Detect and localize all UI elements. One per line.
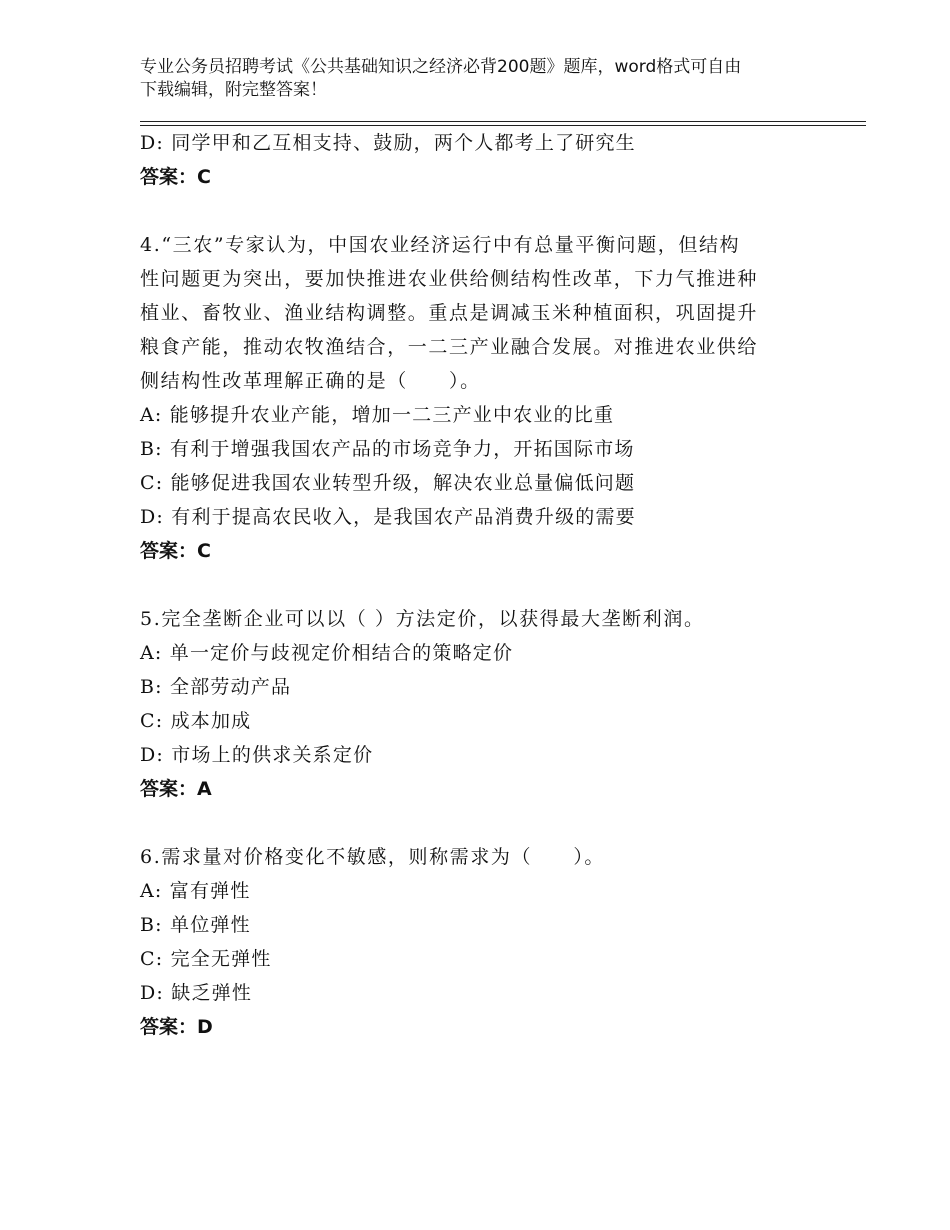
header-divider-thin	[140, 121, 866, 122]
question-5	[140, 602, 840, 806]
answer: 答案：A	[140, 778, 212, 800]
question-content	[140, 126, 840, 1044]
option-b: B: 全部劳动产品	[140, 676, 292, 698]
header-line-1: 专业公务员招聘考试《公共基础知识之经济必背200题》题库，word格式可自由	[140, 57, 742, 77]
option-d: D: 有利于提高农民收入，是我国农产品消费升级的需要	[140, 506, 636, 528]
question-stem: 6.需求量对价格变化不敏感，则称需求为（ ）。	[140, 846, 606, 868]
header-line-2: 下载编辑，附完整答案！	[140, 80, 327, 100]
option-a: A: 单一定价与歧视定价相结合的策略定价	[140, 642, 514, 664]
question-4	[140, 228, 840, 568]
question-stem: 5.完全垄断企业可以以（ ）方法定价，以获得最大垄断利润。	[140, 608, 705, 630]
document-header	[140, 56, 830, 102]
option-d: D: 市场上的供求关系定价	[140, 744, 374, 766]
option-b: B: 单位弹性	[140, 914, 251, 936]
answer: 答案：C	[140, 166, 211, 188]
question-6	[140, 840, 840, 1044]
question-stem-line: 4.“三农”专家认为，中国农业经济运行中有总量平衡问题，但结构	[140, 234, 741, 256]
answer: 答案：C	[140, 540, 211, 562]
option-c: C: 成本加成	[140, 710, 252, 732]
spacer	[140, 194, 840, 228]
question-3-tail	[140, 126, 840, 194]
spacer	[140, 568, 840, 602]
question-stem-line: 粮食产能，推动农牧渔结合，一二三产业融合发展。对推进农业供给	[140, 336, 759, 358]
question-stem-line: 侧结构性改革理解正确的是（ ）。	[140, 370, 481, 392]
question-stem-line: 植业、畜牧业、渔业结构调整。重点是调减玉米种植面积，巩固提升	[140, 302, 759, 324]
option-a: A: 富有弹性	[140, 880, 251, 902]
option-c: C: 能够促进我国农业转型升级，解决农业总量偏低问题	[140, 472, 636, 494]
option-d: D: 同学甲和乙互相支持、鼓励，两个人都考上了研究生	[140, 132, 636, 154]
question-stem-line: 性问题更为突出，要加快推进农业供给侧结构性改革，下力气推进种	[140, 268, 759, 290]
answer: 答案：D	[140, 1016, 213, 1038]
option-b: B: 有利于增强我国农产品的市场竞争力，开拓国际市场	[140, 438, 635, 460]
option-d: D: 缺乏弹性	[140, 982, 253, 1004]
option-c: C: 完全无弹性	[140, 948, 272, 970]
spacer	[140, 806, 840, 840]
option-a: A: 能够提升农业产能，增加一二三产业中农业的比重	[140, 404, 615, 426]
